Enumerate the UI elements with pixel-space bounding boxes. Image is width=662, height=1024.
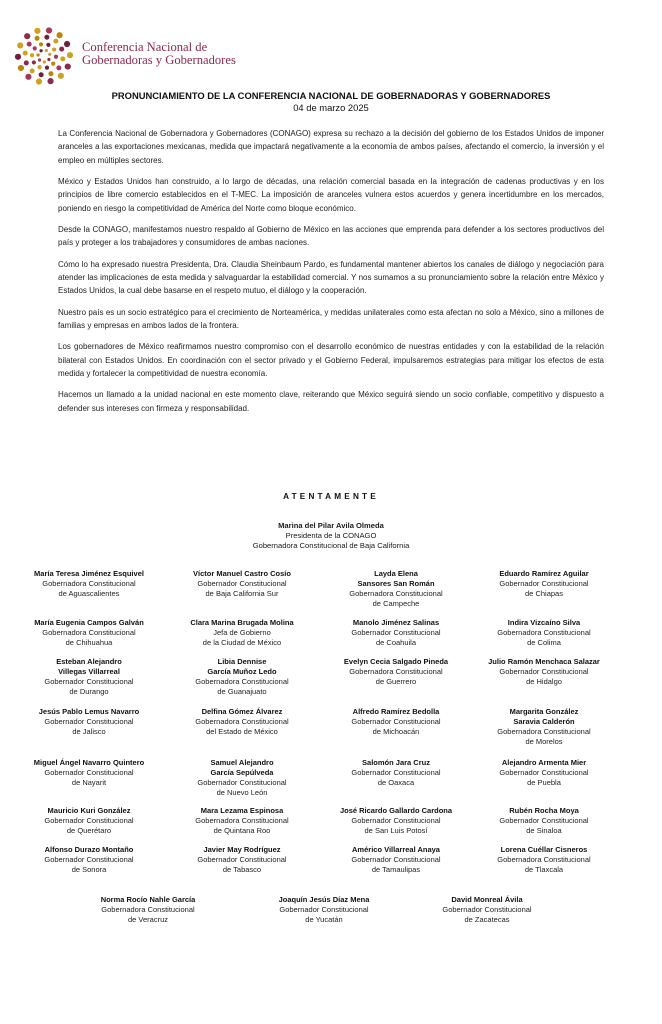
- signatory-title: de Tabasco: [222, 865, 262, 874]
- logo-dot: [37, 65, 41, 69]
- logo-dot: [27, 42, 32, 47]
- signatory-block: [464, 657, 624, 687]
- paragraph: Cómo lo ha expresado nuestra Presidenta, Dra. Claudia Sheinbaum Pardo, es fundamental mantener abiertos los canales de diálogo y negociación para atender las implicaciones de esta medida y salvaguardar la estabilidad comercial. Y nos sumamos a su pronunciamiento sobre la relación entre México y Estados Unidos, la cual debe basarse en el respeto mutuo, el diálogo y la cooperación.: [58, 259, 604, 296]
- signatory-title: Gobernador Constitucional: [44, 855, 134, 864]
- signatory-name: Layda Elena: [374, 569, 418, 578]
- signatory-title: Gobernadora Constitucional: [42, 628, 136, 637]
- document-body: [58, 127, 604, 423]
- signatory-block: [316, 806, 476, 836]
- signatory-title: de Yucatán: [305, 915, 343, 924]
- signatory-title: del Estado de México: [206, 727, 278, 736]
- logo-dot: [60, 56, 65, 61]
- signatory-name: María Eugenia Campos Galván: [34, 618, 144, 627]
- logo-dot: [15, 54, 21, 60]
- org-name: [82, 41, 236, 67]
- signatory-title: Gobernadora Constitucional: [101, 905, 195, 914]
- signatory-title: Gobernadora Constitucional: [497, 628, 591, 637]
- signatory-title: Gobernadora Constitucional: [349, 589, 443, 598]
- signatory-title: de Tlaxcala: [524, 865, 564, 874]
- signatory-block: [316, 569, 476, 609]
- signatory-title: de Tamaulipas: [371, 865, 421, 874]
- signatory-title: Gobernadora Constitucional: [195, 717, 289, 726]
- logo-dot: [34, 28, 40, 34]
- signatory-name: Julio Ramón Menchaca Salazar: [488, 657, 600, 666]
- signatory-name: Alfredo Ramírez Bedolla: [352, 707, 440, 716]
- signatory-block: [9, 806, 169, 836]
- logo-dot: [36, 53, 39, 56]
- signatory-name: Esteban Alejandro: [56, 657, 122, 666]
- signatory-block: [316, 845, 476, 875]
- logo-dot: [39, 42, 43, 46]
- logo-dot: [54, 55, 58, 59]
- signatory-name: Eduardo Ramírez Aguilar: [499, 569, 589, 578]
- signatory-title: Gobernador Constitucional: [351, 628, 441, 637]
- signatory-title: Gobernadora Constitucional: [497, 727, 591, 736]
- signatory-block: [162, 618, 322, 648]
- logo-dot: [25, 74, 31, 80]
- conago-logo-icon: [14, 26, 74, 86]
- signatory-block: [162, 845, 322, 875]
- signatory-title: Gobernador Constitucional: [499, 816, 589, 825]
- signatory-title: de Puebla: [527, 778, 561, 787]
- paragraph: México y Estados Unidos han construido, a lo largo de décadas, una relación comercial basada en la integración de cadenas productivas y en los principios de libre comercio establecidos en el T-MEC. La imposición de aranceles vulnera estos acuerdos y genera incertidumbre en los mercados, poniendo en riesgo la competitividad de América del Norte como bloque económico.: [58, 177, 604, 213]
- document-title: PRONUNCIAMIENTO DE LA CONFERENCIA NACIONAL DE GOBERNADORAS Y GOBERNADORES: [111, 90, 551, 101]
- signatory-name: Joaquín Jesús Díaz Mena: [278, 895, 370, 904]
- signatory-title: de Guerrero: [375, 677, 417, 686]
- signatory-title: Gobernadora Constitucional: [195, 677, 289, 686]
- signatory-block: [464, 845, 624, 875]
- signatory-title: Gobernador Constitucional: [351, 816, 441, 825]
- signatory-name: Sansores San Román: [357, 579, 435, 588]
- signatory-block: [464, 707, 624, 747]
- logo-dot: [58, 73, 64, 79]
- signatory-title: de Baja California Sur: [205, 589, 279, 598]
- signatory-title: de Guanajuato: [217, 687, 267, 696]
- logo-dot: [43, 60, 46, 63]
- signatory-name: David Monreal Ávila: [451, 895, 523, 904]
- logo-dot: [38, 58, 41, 61]
- signatory-name: García Sepúlveda: [210, 768, 274, 777]
- signatory-title: de Quintana Roo: [213, 826, 271, 835]
- signatory-block: [464, 569, 624, 599]
- org-name-line1: Conferencia Nacional de: [82, 40, 208, 54]
- signatory-title: de Michoacán: [372, 727, 420, 736]
- logo-dot: [33, 46, 37, 50]
- signatory-name: Mauricio Kuri González: [47, 806, 131, 815]
- signatory-title: de Veracruz: [127, 915, 169, 924]
- signatory-title: de Chiapas: [525, 589, 563, 598]
- logo-dot: [35, 36, 40, 41]
- signatory-block: [9, 707, 169, 737]
- signatory-title: Gobernador Constitucional: [197, 855, 287, 864]
- signatory-block: [316, 758, 476, 788]
- signatory-name: José Ricardo Gallardo Cardona: [339, 806, 453, 815]
- signatory-name: Indira Vizcaíno Silva: [507, 618, 581, 627]
- logo-dot: [39, 72, 44, 77]
- paragraph: Nuestro país es un socio estratégico para el crecimiento de Norteamérica, y medidas unilaterales como esta afectan no solo a México, sino a millones de familias y empresas en ambos lados de la frontera.: [58, 307, 604, 331]
- signatory-title: Gobernador Constitucional: [197, 778, 287, 787]
- signatory-title: de San Luis Potosí: [364, 826, 428, 835]
- signatory-name: Víctor Manuel Castro Cosío: [193, 569, 291, 578]
- signatory-name: García Muñoz Ledo: [207, 667, 277, 676]
- signatory-block: [9, 618, 169, 648]
- logo-dot: [30, 53, 34, 57]
- paragraph: Desde la CONAGO, manifestamos nuestro respaldo al Gobierno de México en las acciones que emprenda para defender a los sectores productivos del país y proteger a los trabajadores y consumidores de ambas naciones.: [58, 225, 604, 248]
- signatory-title: de Jalisco: [72, 727, 106, 736]
- org-name-line2: Gobernadoras y Gobernadores: [82, 53, 236, 67]
- signatory-title: de Chihuahua: [65, 638, 113, 647]
- signatory-title: de Sinaloa: [526, 826, 562, 835]
- signatory-block: [316, 707, 476, 737]
- signatory-title: Gobernador Constitucional: [499, 768, 589, 777]
- signatory-name: Evelyn Cecia Salgado Pineda: [343, 657, 449, 666]
- signatory-title: de Morelos: [525, 737, 563, 746]
- signatory-name: Javier May Rodríguez: [203, 845, 281, 854]
- logo-dot: [47, 78, 53, 84]
- signatory-name: Lorena Cuéllar Cisneros: [500, 845, 588, 854]
- signatory-title: Gobernador Constitucional: [44, 677, 134, 686]
- signatory-name: Norma Rocío Nahle García: [100, 895, 196, 904]
- signatory-block: [407, 895, 567, 925]
- paragraph: Hacemos un llamado a la unidad nacional en este momento clave, reiterando que México seguirá siendo un socio confiable, competitivo y dispuesto a defender sus intereses con firmeza y responsabilidad.: [58, 390, 604, 413]
- logo-dot: [48, 71, 53, 76]
- paragraph: La Conferencia Nacional de Gobernadora y Gobernadores (CONAGO) expresa su rechazo a la decisión del gobierno de los Estados Unidos de imponer aranceles a las exportaciones mexicanas, medida que impactará negativamente a la economía de ambos países, afectando el comercio, la inversión y el empleo en múltiples sectores.: [58, 129, 604, 165]
- signatory-name: Miguel Ángel Navarro Quintero: [33, 758, 145, 767]
- signatory-title: Gobernador Constitucional: [442, 905, 532, 914]
- logo-dot: [18, 65, 24, 71]
- signatory-name: Alejandro Armenta Mier: [501, 758, 587, 767]
- signatory-title: Gobernadora Constitucional: [42, 579, 136, 588]
- signatory-name: Delfina Gómez Álvarez: [201, 707, 283, 716]
- president-title: Gobernadora Constitucional de Baja California: [252, 541, 410, 551]
- signatory-block: [464, 618, 624, 648]
- signatory-block: [9, 569, 169, 599]
- signatory-name: Alfonso Durazo Montaño: [44, 845, 134, 854]
- signatory-title: de Sonora: [71, 865, 107, 874]
- signatory-title: Gobernador Constitucional: [351, 855, 441, 864]
- signatory-block: [162, 758, 322, 798]
- logo-dot: [46, 27, 52, 33]
- logo-dot: [45, 49, 48, 52]
- signatory-block: [162, 806, 322, 836]
- signatory-title: Gobernador Constitucional: [197, 579, 287, 588]
- signatory-title: de Querétaro: [66, 826, 112, 835]
- logo-dot: [65, 63, 71, 69]
- logo-dot: [46, 43, 50, 47]
- signatory-name: Clara Marina Brugada Molina: [190, 618, 294, 627]
- signatory-name: Villegas Villarreal: [58, 667, 120, 676]
- signatory-title: de Nuevo León: [216, 788, 268, 797]
- signatory-name: Saravia Calderón: [513, 717, 575, 726]
- president-role: Presidenta de la CONAGO: [285, 531, 377, 541]
- signatory-name: María Teresa Jiménez Esquivel: [34, 569, 144, 578]
- signatory-title: de Oaxaca: [377, 778, 415, 787]
- logo-dot: [56, 65, 61, 70]
- logo-dot: [47, 58, 50, 61]
- signatory-title: Gobernador Constitucional: [499, 667, 589, 676]
- logo-dot: [23, 51, 28, 56]
- signatory-title: de Campeche: [372, 599, 420, 608]
- signatory-title: Gobernador Constitucional: [44, 816, 134, 825]
- president-signature: [0, 521, 662, 552]
- signatory-block: [316, 618, 476, 648]
- logo-dot: [39, 49, 42, 52]
- logo-dot: [32, 60, 36, 64]
- signatory-title: Gobernador Constitucional: [351, 717, 441, 726]
- signatory-name: Libia Dennise: [217, 657, 267, 666]
- signatory-block: [162, 657, 322, 697]
- signatory-title: de Hidalgo: [526, 677, 562, 686]
- signatory-name: Margarita González: [509, 707, 579, 716]
- logo-dot: [56, 32, 62, 38]
- signatory-block: [9, 845, 169, 875]
- signatory-title: Jefa de Gobierno: [213, 628, 271, 637]
- logo-dot: [24, 60, 29, 65]
- signatory-block: [9, 758, 169, 788]
- signatory-title: Gobernador Constitucional: [44, 717, 134, 726]
- signatory-block: [316, 657, 476, 687]
- signatory-block: [464, 758, 624, 788]
- logo-dot: [17, 42, 23, 48]
- signatory-name: Rubén Rocha Moya: [509, 806, 579, 815]
- signatory-title: de Aguascalientes: [58, 589, 120, 598]
- signatory-name: Américo Villarreal Anaya: [352, 845, 440, 854]
- logo-dot: [67, 52, 73, 58]
- signatory-block: [162, 569, 322, 599]
- paragraph: Los gobernadores de México reafirmamos nuestro compromiso con el desarrollo económico de nuestras entidades y con la estabilidad de la relación bilateral con Estados Unidos. En coordinación con el sector privado y el Gobierno Federal, impulsaremos estrategias para mitigar los efectos de esta medida y fortalecer la competitividad de nuestra economía.: [58, 342, 604, 379]
- signatory-name: Jesús Pablo Lemus Navarro: [38, 707, 140, 716]
- logo-dot: [45, 66, 49, 70]
- signatory-title: Gobernador Constitucional: [44, 768, 134, 777]
- signatory-title: Gobernador Constitucional: [351, 768, 441, 777]
- logo-dot: [64, 41, 70, 47]
- logo-dot: [59, 47, 64, 52]
- signatory-title: de Zacatecas: [464, 915, 510, 924]
- signatory-title: Gobernador Constitucional: [279, 905, 369, 914]
- signatory-name: Mara Lezama Espinosa: [200, 806, 284, 815]
- signatory-title: Gobernadora Constitucional: [195, 816, 289, 825]
- logo-dot: [52, 47, 56, 51]
- signatory-title: de Durango: [69, 687, 109, 696]
- signatory-title: Gobernadora Constitucional: [349, 667, 443, 676]
- signatory-name: Salomón Jara Cruz: [362, 758, 430, 767]
- signatory-title: de Nayarit: [71, 778, 107, 787]
- president-name: Marina del Pilar Avila Olmeda: [278, 521, 384, 530]
- signatory-block: [68, 895, 228, 925]
- signatory-block: [9, 657, 169, 697]
- signatory-block: [464, 806, 624, 836]
- document-date: 04 de marzo 2025: [293, 102, 369, 113]
- signatory-block: [162, 707, 322, 737]
- signatory-title: de Coahuila: [375, 638, 417, 647]
- logo-dot: [36, 78, 42, 84]
- logo-dot: [53, 39, 58, 44]
- signatory-title: de la Ciudad de México: [202, 638, 282, 647]
- logo-dot: [48, 53, 51, 56]
- closing-salutation: ATENTAMENTE: [283, 492, 379, 501]
- logo-dot: [30, 68, 35, 73]
- logo-dot: [51, 62, 55, 66]
- signatory-block: [244, 895, 404, 925]
- signatory-name: Samuel Alejandro: [210, 758, 274, 767]
- signatory-title: de Colima: [527, 638, 561, 647]
- logo-dot: [44, 35, 49, 40]
- signatory-title: Gobernador Constitucional: [499, 579, 589, 588]
- logo-dot: [24, 33, 30, 39]
- signatory-title: Gobernadora Constitucional: [497, 855, 591, 864]
- signatory-name: Manolo Jiménez Salinas: [352, 618, 440, 627]
